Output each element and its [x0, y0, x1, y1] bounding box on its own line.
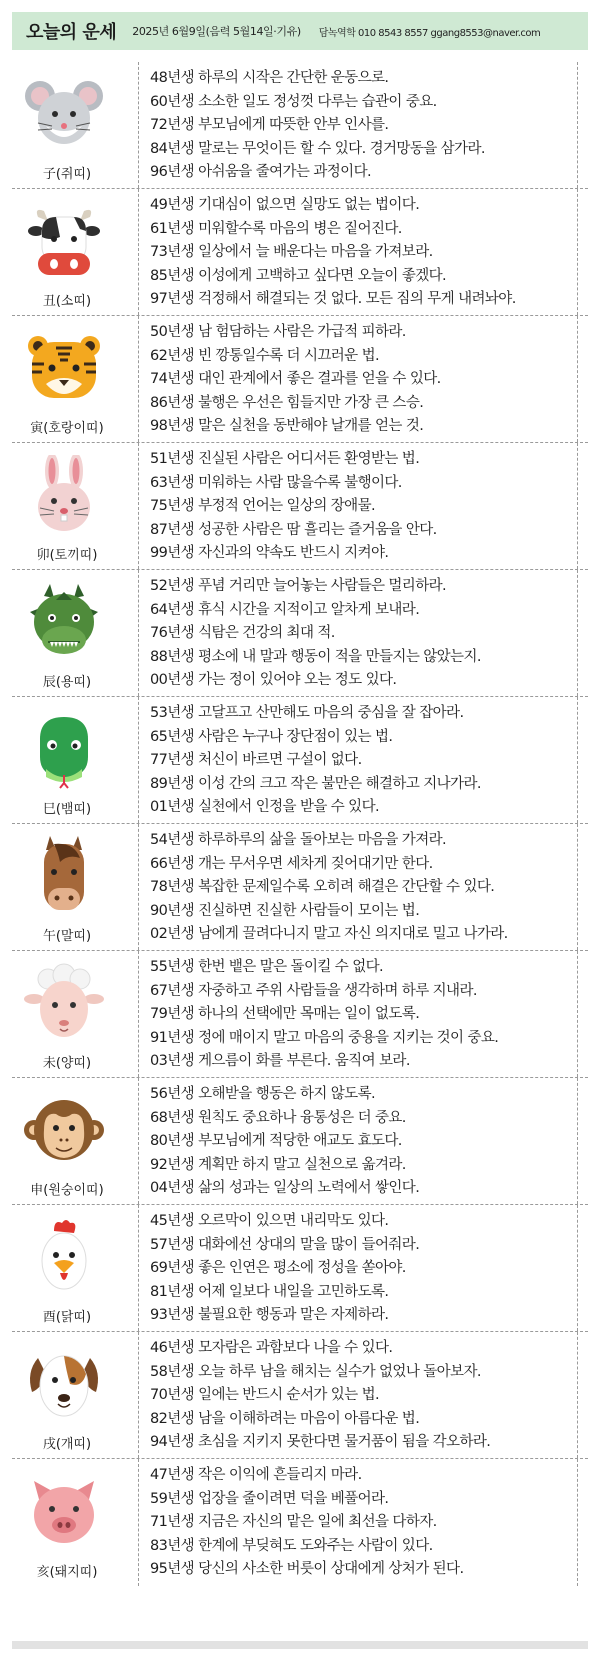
- fortune-line: 78년생 복잡한 문제일수록 오히려 해결은 간단할 수 있다.: [150, 879, 495, 895]
- fortune-line: 84년생 말로는 무엇이든 할 수 있다. 경거망동을 삼가라.: [150, 140, 485, 157]
- fortune-line: 80년생 부모님에게 적당한 애교도 효도다.: [150, 1133, 402, 1149]
- zodiac-label: 酉(닭띠): [42, 1310, 92, 1325]
- fortune-line: 67년생 자중하고 주위 사람들을 생각하며 하루 지내라.: [150, 982, 477, 999]
- fortune-line: 83년생 한계에 부딪혀도 도와주는 사람이 있다.: [150, 1537, 433, 1554]
- fortune-list: [12, 62, 588, 1586]
- fortune-line: 57년생 대화에선 상대의 말을 많이 들어줘라.: [150, 1236, 420, 1253]
- fortune-line: 79년생 하나의 선택에만 목매는 일이 없도록.: [150, 1006, 420, 1022]
- fortune-line: 53년생 고달프고 산만해도 마음의 중심을 잘 잡아라.: [150, 705, 464, 721]
- fortune-row-dragon: [12, 570, 588, 697]
- pig-icon: [24, 1471, 104, 1551]
- fortune-line: 96년생 아쉬움을 줄여가는 과정이다.: [150, 164, 371, 180]
- horse-icon: [24, 836, 104, 916]
- page-header: [12, 12, 588, 50]
- fortune-line: 03년생 게으름이 화를 부른다. 움직여 보라.: [150, 1053, 410, 1069]
- contact-info: 담녹역학 010 8543 8557 ggang8553@naver.com: [318, 27, 541, 39]
- fortune-row-tiger: [12, 316, 588, 443]
- fortune-line: 90년생 진실하면 진실한 사람들이 모이는 법.: [150, 902, 420, 919]
- fortune-line: 89년생 이성 간의 크고 작은 불만은 해결하고 지나가라.: [150, 775, 481, 792]
- fortune-line: 51년생 진실된 사람은 어디서든 환영받는 법.: [150, 451, 420, 467]
- zodiac-label: 子(쥐띠): [42, 167, 92, 182]
- fortune-line: 63년생 미워하는 사람 많을수록 불행이다.: [150, 474, 402, 491]
- fortune-line: 64년생 휴식 시간을 지적이고 알차게 보내라.: [150, 601, 420, 618]
- page-title: 오늘의 운세: [26, 22, 117, 43]
- zodiac-label: 巳(뱀띠): [42, 802, 92, 817]
- fortune-line: 62년생 빈 깡통일수록 더 시끄러운 법.: [150, 347, 380, 364]
- rabbit-icon: [24, 455, 104, 535]
- fortune-line: 68년생 원칙도 중요하나 융통성은 더 중요.: [150, 1109, 406, 1126]
- fortune-line: 97년생 걱정해서 해결되는 것 없다. 모든 짐의 무게 내려놔야.: [150, 291, 516, 307]
- fortune-row-horse: [12, 824, 588, 951]
- fortune-line: 47년생 작은 이익에 흔들리지 마라.: [150, 1467, 362, 1483]
- zodiac-label: 辰(용띠): [42, 675, 92, 690]
- fortune-line: 77년생 처신이 바르면 구설이 없다.: [150, 752, 362, 768]
- fortune-line: 91년생 정에 매이지 말고 마음의 중용을 지키는 것이 중요.: [150, 1029, 499, 1046]
- fortune-row-sheep: [12, 951, 588, 1078]
- fortune-line: 04년생 삶의 성과는 일상의 노력에서 쌓인다.: [150, 1180, 420, 1196]
- fortune-line: 52년생 푸념 거리만 늘어놓는 사람들은 멀리하라.: [150, 578, 447, 594]
- rooster-icon: [24, 1217, 104, 1297]
- sheep-icon: [24, 963, 104, 1043]
- fortune-line: 58년생 오늘 하루 남을 해치는 실수가 없었나 돌아보자.: [150, 1363, 481, 1380]
- fortune-line: 98년생 말은 실천을 동반해야 날개를 얻는 것.: [150, 418, 424, 434]
- footer-bar: [12, 1641, 588, 1649]
- fortune-row-monkey: [12, 1078, 588, 1205]
- fortune-line: 45년생 오르막이 있으면 내리막도 있다.: [150, 1213, 389, 1229]
- fortune-line: 59년생 업장을 줄이려면 덕을 베풀어라.: [150, 1490, 389, 1507]
- rat-icon: [24, 74, 104, 154]
- fortune-row-dog: [12, 1332, 588, 1459]
- fortune-line: 73년생 일상에서 늘 배운다는 마음을 가져보라.: [150, 244, 433, 260]
- fortune-line: 00년생 가는 정이 있어야 오는 정도 있다.: [150, 672, 397, 688]
- fortune-line: 65년생 사람은 누구나 장단점이 있는 법.: [150, 728, 393, 745]
- fortune-line: 99년생 자신과의 약속도 반드시 지켜야.: [150, 545, 389, 561]
- ox-icon: [24, 201, 104, 281]
- date-info: 2025년 6월9일(음력 5월14일·기유): [132, 25, 301, 38]
- zodiac-label: 亥(돼지띠): [36, 1565, 98, 1580]
- fortune-line: 75년생 부정적 언어는 일상의 장애물.: [150, 498, 375, 514]
- fortune-line: 72년생 부모님에게 따뜻한 안부 인사를.: [150, 117, 389, 133]
- fortune-line: 61년생 미워할수록 마음의 병은 짙어진다.: [150, 220, 402, 237]
- fortune-line: 94년생 초심을 지키지 못한다면 물거품이 됨을 각오하라.: [150, 1434, 491, 1450]
- zodiac-label: 丑(소띠): [42, 294, 92, 309]
- fortune-line: 76년생 식탐은 건강의 최대 적.: [150, 625, 335, 641]
- fortune-line: 49년생 기대심이 없으면 실망도 없는 법이다.: [150, 197, 420, 213]
- fortune-line: 56년생 오해받을 행동은 하지 않도록.: [150, 1086, 375, 1102]
- fortune-line: 95년생 당신의 사소한 버릇이 상대에게 상처가 된다.: [150, 1561, 464, 1577]
- fortune-row-rabbit: [12, 443, 588, 570]
- fortune-line: 54년생 하루하루의 삶을 돌아보는 마음을 가져라.: [150, 832, 447, 848]
- fortune-line: 69년생 좋은 인연은 평소에 정성을 쏟아야.: [150, 1260, 406, 1276]
- dragon-icon: [24, 582, 104, 662]
- fortune-line: 46년생 모자람은 과함보다 나을 수 있다.: [150, 1340, 393, 1356]
- fortune-line: 74년생 대인 관계에서 좋은 결과를 얻을 수 있다.: [150, 371, 441, 387]
- fortune-line: 87년생 성공한 사람은 땀 흘리는 즐거움을 안다.: [150, 521, 437, 538]
- fortune-line: 88년생 평소에 내 말과 행동이 적을 만들지는 않았는지.: [150, 648, 481, 665]
- fortune-line: 82년생 남을 이해하려는 마음이 아름다운 법.: [150, 1410, 420, 1427]
- fortune-line: 48년생 하루의 시작은 간단한 운동으로.: [150, 70, 389, 86]
- fortune-line: 55년생 한번 뱉은 말은 돌이킬 수 없다.: [150, 959, 384, 975]
- zodiac-label: 午(말띠): [42, 929, 92, 944]
- fortune-row-ox: [12, 189, 588, 316]
- zodiac-label: 戌(개띠): [42, 1437, 92, 1452]
- fortune-line: 01년생 실천에서 인정을 받을 수 있다.: [150, 799, 380, 815]
- fortune-line: 92년생 계획만 하지 말고 실천으로 옮겨라.: [150, 1156, 406, 1173]
- fortune-row-pig: [12, 1459, 588, 1586]
- fortune-line: 85년생 이성에게 고백하고 싶다면 오늘이 좋겠다.: [150, 267, 447, 284]
- fortune-line: 60년생 소소한 일도 정성껏 다루는 습관이 중요.: [150, 93, 437, 110]
- snake-icon: [24, 709, 104, 789]
- fortune-line: 02년생 남에게 끌려다니지 말고 자신 의지대로 밀고 나가라.: [150, 926, 508, 942]
- fortune-row-snake: [12, 697, 588, 824]
- zodiac-label: 卯(토끼띠): [36, 548, 98, 563]
- fortune-line: 66년생 개는 무서우면 세차게 짖어대기만 한다.: [150, 855, 433, 872]
- tiger-icon: [24, 328, 104, 408]
- fortune-line: 81년생 어제 일보다 내일을 고민하도록.: [150, 1283, 389, 1300]
- fortune-line: 71년생 지금은 자신의 맡은 일에 최선을 다하자.: [150, 1514, 437, 1530]
- zodiac-label: 未(양띠): [42, 1056, 92, 1071]
- fortune-line: 86년생 불행은 우선은 힘들지만 가장 큰 스승.: [150, 394, 424, 411]
- fortune-line: 50년생 남 험담하는 사람은 가급적 피하라.: [150, 324, 406, 340]
- fortune-row-rooster: [12, 1205, 588, 1332]
- fortune-line: 93년생 불필요한 행동과 말은 자제하라.: [150, 1307, 389, 1323]
- fortune-line: 70년생 일에는 반드시 순서가 있는 법.: [150, 1387, 380, 1403]
- zodiac-label: 申(원숭이띠): [30, 1183, 104, 1198]
- zodiac-label: 寅(호랑이띠): [30, 421, 104, 436]
- dog-icon: [24, 1344, 104, 1424]
- fortune-row-rat: [12, 62, 588, 189]
- monkey-icon: [24, 1090, 104, 1170]
